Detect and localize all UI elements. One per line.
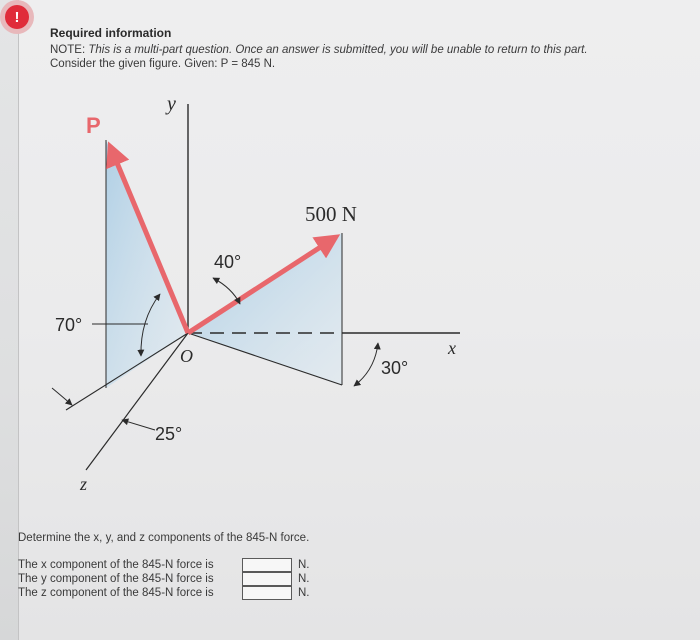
label-y: y	[167, 93, 176, 115]
label-angle-40: 40°	[214, 252, 242, 272]
label-z: z	[80, 474, 88, 494]
note-text: This is a multi-part question. Once an answer is submitted, you will be unable to return to this part.	[88, 44, 588, 56]
z-component-row	[18, 586, 310, 600]
given-statement: Consider the given figure. Given: P = 845 N.	[50, 58, 276, 70]
z-component-label: The z component of the 845-N force is	[18, 587, 214, 599]
y-component-unit: N.	[298, 573, 310, 585]
label-500n: 500 N	[305, 202, 357, 226]
p-shaded-plane	[106, 140, 188, 388]
label-x: x	[448, 338, 456, 358]
required-information-title: Required information	[50, 26, 172, 40]
x-component-label: The x component of the 845-N force is	[18, 559, 214, 571]
force-500-shaded-plane	[188, 233, 342, 385]
angle-25-arc-left	[52, 388, 72, 405]
y-component-row	[18, 572, 310, 586]
label-angle-25: 25°	[155, 424, 183, 444]
x-component-input[interactable]	[242, 558, 292, 572]
angle-25-leader	[122, 420, 155, 430]
x-component-row	[18, 558, 310, 572]
y-component-label: The y component of the 845-N force is	[18, 573, 214, 585]
z-component-input[interactable]	[242, 586, 292, 600]
label-angle-70: 70°	[55, 315, 83, 335]
x-component-unit: N.	[298, 559, 310, 571]
z-component-unit: N.	[298, 587, 310, 599]
label-origin: O	[180, 346, 193, 366]
alert-icon-glyph: !	[5, 5, 29, 29]
y-component-input[interactable]	[242, 572, 292, 586]
angle-30-arc	[354, 343, 378, 386]
label-angle-30: 30°	[381, 358, 409, 378]
label-p: P	[86, 113, 101, 138]
question-prompt: Determine the x, y, and z components of the 845-N force.	[18, 532, 310, 544]
note-prefix: NOTE:	[50, 44, 89, 56]
